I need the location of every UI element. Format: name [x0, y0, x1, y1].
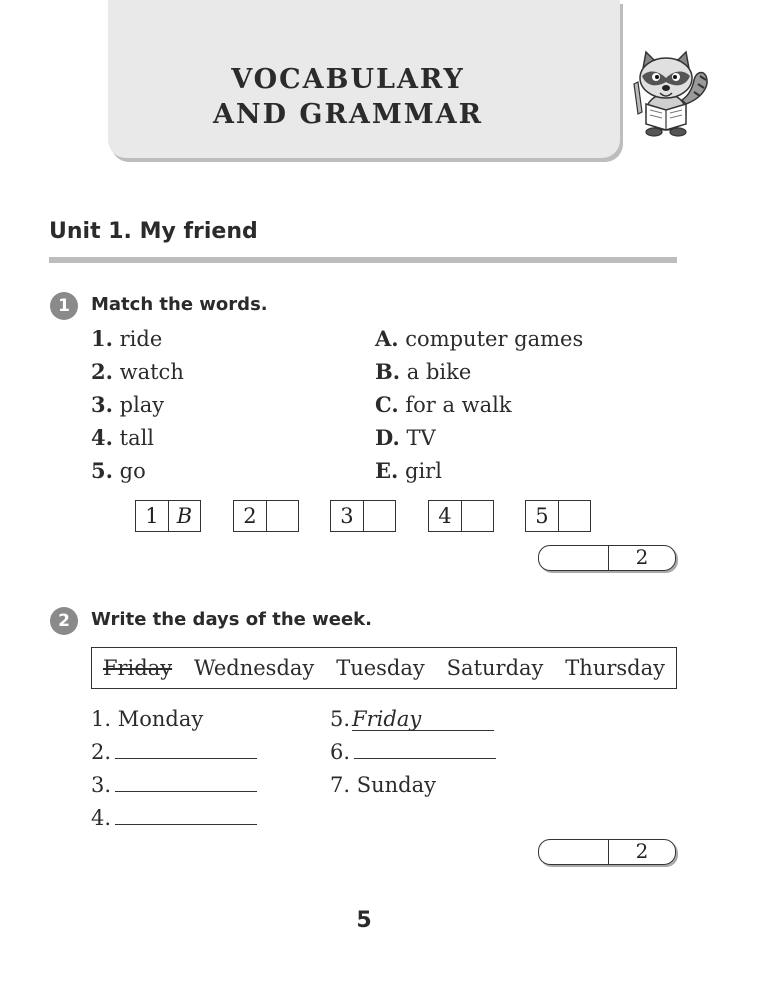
section-title-line2: AND GRAMMAR — [212, 99, 484, 130]
answer-input[interactable] — [266, 501, 298, 531]
exercise-1-number: 1 — [50, 292, 78, 320]
match-left-item: 3. play — [91, 392, 165, 417]
match-left-item: 5. go — [91, 458, 146, 483]
answer-box — [428, 500, 494, 532]
section-title-line1: VOCABULARY — [231, 64, 465, 95]
word-bank-item: Wednesday — [193, 656, 315, 680]
score-total: 2 — [635, 839, 649, 863]
exercise-1-title: Match the words. — [91, 294, 268, 315]
day-filled[interactable]: Friday — [352, 708, 494, 731]
score-input[interactable] — [539, 546, 609, 570]
day-blank[interactable] — [115, 739, 257, 759]
day-item: 2. — [91, 739, 257, 765]
match-right-item: B. a bike — [375, 359, 472, 384]
answer-box — [233, 500, 299, 532]
page-number: 5 — [356, 908, 372, 933]
day-blank[interactable] — [354, 739, 496, 759]
exercise-2-number: 2 — [50, 607, 78, 635]
day-item: 7. Sunday — [330, 773, 436, 797]
score-box-1 — [538, 545, 676, 571]
raccoon-reading-icon — [620, 46, 716, 142]
day-item: 1. Monday — [91, 707, 204, 731]
word-bank-item: Thursday — [565, 656, 665, 680]
word-bank — [91, 647, 677, 689]
match-right-item: C. for a walk — [375, 392, 512, 417]
score-input[interactable] — [539, 840, 609, 864]
day-item: 6. — [330, 739, 496, 765]
answer-number: 1 — [145, 504, 159, 528]
answer-number: 4 — [438, 504, 452, 528]
answer-input[interactable] — [363, 501, 395, 531]
match-right-item: A. computer games — [375, 326, 584, 351]
answer-box — [135, 500, 201, 532]
word-bank-item: Friday — [102, 656, 173, 680]
unit-divider — [49, 257, 677, 263]
word-bank-item: Saturday — [446, 656, 544, 680]
section-title — [108, 62, 588, 132]
match-left-item: 2. watch — [91, 359, 184, 384]
score-box-2 — [538, 839, 676, 865]
answer-box — [525, 500, 591, 532]
section-header — [108, 0, 620, 158]
match-left-item: 1. ride — [91, 326, 163, 351]
score-total: 2 — [635, 545, 649, 569]
answer-number: 5 — [535, 504, 549, 528]
day-item: 3. — [91, 772, 257, 798]
match-right-item: E. girl — [375, 458, 442, 483]
answer-input[interactable] — [558, 501, 590, 531]
answer-box — [330, 500, 396, 532]
day-item: 5.Friday — [330, 706, 494, 732]
exercise-2-title: Write the days of the week. — [91, 609, 372, 630]
word-bank-item: Tuesday — [336, 656, 425, 680]
day-blank[interactable] — [115, 805, 257, 825]
answer-input[interactable] — [461, 501, 493, 531]
day-blank[interactable] — [115, 772, 257, 792]
unit-title: Unit 1. My friend — [49, 219, 258, 244]
answer-input[interactable]: B — [168, 501, 200, 531]
day-item: 4. — [91, 805, 257, 831]
answer-number: 2 — [243, 504, 257, 528]
answer-number: 3 — [340, 504, 354, 528]
match-right-item: D. TV — [375, 425, 436, 450]
match-left-item: 4. tall — [91, 425, 155, 450]
